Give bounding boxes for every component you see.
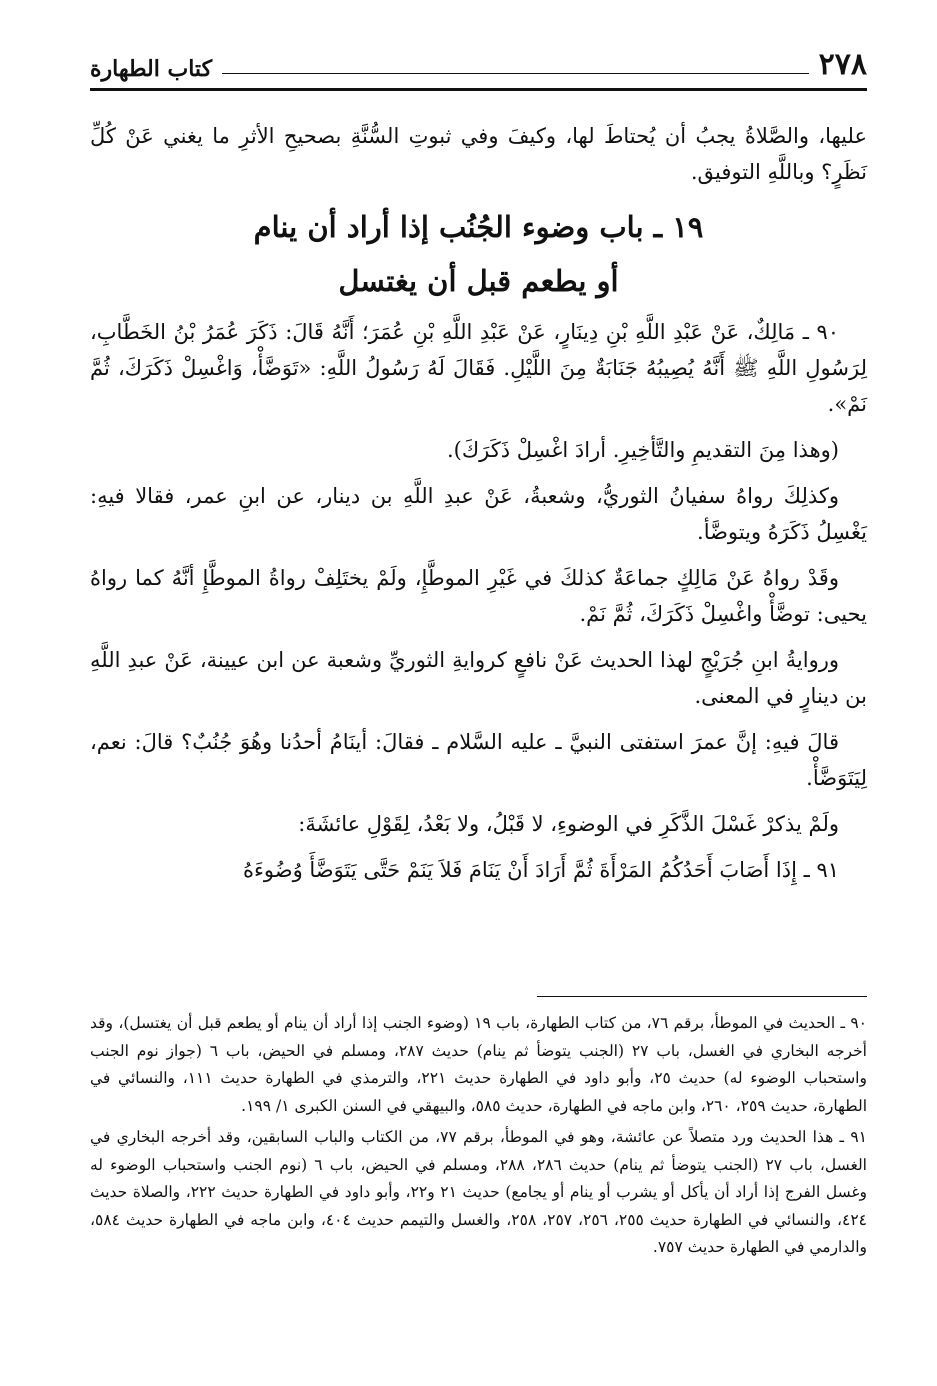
hadith-90: ٩٠ ـ مَالِكٌ، عَنْ عَبْدِ اللَّهِ بْنِ دِينَارٍ، عَنْ عَبْدِ اللَّهِ بْنِ عُمَرَ؛ أَنَّهُ قَالَ: ذَكَرَ عُمَرُ بْنُ الخَطَّابِ، لِرَسُولِ اللَّهِ ﷺ أَنَّهُ يُصِيبُهُ جَنَابَةٌ مِنَ اللَّيْلِ. فَقَالَ لَهُ رَسُولُ اللَّهِ: «تَوَضَّأْ، وَاغْسِلْ ذَكَرَكَ، ثُمَّ نَمْ». bbox=[90, 320, 867, 416]
main-text bbox=[90, 118, 867, 898]
chapter-title-line-2: أو يطعم قبل أن يغتسل bbox=[338, 264, 619, 298]
paragraph-commentary-1: (وهذا مِنَ التقديمِ والتَّأخِيرِ. أرادَ اغْسِلْ ذَكَرَكَ). bbox=[446, 438, 839, 462]
paragraph-commentary-5: قالَ فيهِ: إنَّ عمرَ استفتى النبيَّ ـ عليه السَّلام ـ فقالَ: أينَامُ أحدُنا وهُوَ جُنُبٌ؟ قالَ: نعم، لِيَتَوَضَّأْ. bbox=[90, 730, 867, 790]
paragraph-commentary-6: ولَمْ يذكرْ غَسْلَ الذَّكَرِ في الوضوءِ، لا قَبْلُ، ولا بَعْدُ، لِقَوْلِ عائشَةَ: bbox=[298, 812, 839, 836]
footnote-91: ٩١ ـ هذا الحديث ورد متصلاً عن عائشة، وهو في الموطأ، برقم ٧٧، من الكتاب والباب السابقين، وقد أخرجه البخاري في الغسل، باب ٢٧ (الجنب يتوضأ ثم ينام) حديث ٢٨٦، ٢٨٨، ومسلم في الحيض، باب ٦ (نوم الجنب واستحباب الوضوء له وغسل الفرج إذا أراد أن يأكل أو يشرب أو ينام أو يجامع) حديث ٢١ و٢٢، وأبو داود في الطهارة حديث ٢٢٢، والصلاة حديث ٤٢٤، والنسائي في الطهارة حديث ٢٥٥، ٢٥٦، ٢٥٧، ٢٥٨، والغسل والتيمم حديث ٤٠٤، وابن ماجه في الطهارة حديث ٥٨٤، والدارمي في الطهارة حديث ٧٥٧. bbox=[90, 1128, 867, 1256]
paragraph-commentary-4: وروايةُ ابنِ جُرَيْجٍ لهذا الحديث عَنْ نافعٍ كروايةِ الثوريِّ وشعبة عن ابن عيينة، عَنْ عبدِ اللَّهِ بن دينارٍ في المعنى. bbox=[90, 648, 867, 708]
paragraph-continuation: عليها، والصَّلاةُ يجبُ أن يُحتاطَ لها، وكيفَ وفي ثبوتِ السُّنَّةِ بصحيحِ الأثرِ ما يغني عَنْ كُلِّ نَظَرٍ؟ وباللَّهِ التوفيق. bbox=[90, 124, 867, 184]
chapter-title-line-1: ١٩ ـ باب وضوء الجُنُب إذا أراد أن ينام bbox=[253, 210, 704, 244]
footnotes bbox=[90, 1010, 867, 1266]
paragraph-commentary-2: وكذلِكَ رواهُ سفيانُ الثوريُّ، وشعبةُ، عَنْ عبدِ اللَّهِ بن دينار، عن ابنِ عمر، فقالا فيهِ: يَغْسِلُ ذَكَرَهُ ويتوضَّأ. bbox=[90, 484, 867, 544]
chapter-title bbox=[90, 200, 867, 308]
hadith-91: ٩١ ـ إِذَا أَصَابَ أَحَدُكُمُ المَرْأَةَ ثُمَّ أَرَادَ أَنْ يَنَامَ فَلاَ يَنَمْ حَتَّى يَتَوَضَّأَ وُضُوءَهُ bbox=[243, 858, 839, 882]
footnote-90: ٩٠ ـ الحديث في الموطأ، برقم ٧٦، من كتاب الطهارة، باب ١٩ (وضوء الجنب إذا أراد أن ينام أو يطعم قبل أن يغتسل)، وقد أخرجه البخاري في الغسل، باب ٢٧ (الجنب يتوضأ ثم ينام) حديث ٢٨٧، ومسلم في الحيض، باب ٦ (جواز نوم الجنب واستحباب الوضوء له) حديث ٢٥، وأبو داود في الطهارة حديث ٢٢١، والترمذي في الطهارة حديث ١١١، والنسائي في الطهارة، حديث ٢٥٩، ٢٦٠، وابن ماجه في الطهارة، حديث ٥٨٥، والبيهقي في السنن الكبرى ١/ ١٩٩. bbox=[90, 1014, 867, 1115]
paragraph-commentary-3: وقَدْ رواهُ عَنْ مَالِكٍ جماعَةٌ كذلكَ في غَيْرِ الموطَّإِ، ولَمْ يختَلِفْ رواةُ الموطَّإِ أنَّهُ كما رواهُ يحيى: توضَّأْ واغْسِلْ ذَكَرَكَ، ثُمَّ نَمْ. bbox=[90, 566, 867, 626]
header-rule bbox=[90, 88, 867, 91]
running-header bbox=[90, 40, 867, 80]
header-leader-line bbox=[222, 73, 809, 74]
footnote-separator bbox=[537, 996, 867, 997]
page-number: ٢٧٨ bbox=[818, 47, 867, 82]
book-title: كتاب الطهارة bbox=[90, 56, 213, 82]
